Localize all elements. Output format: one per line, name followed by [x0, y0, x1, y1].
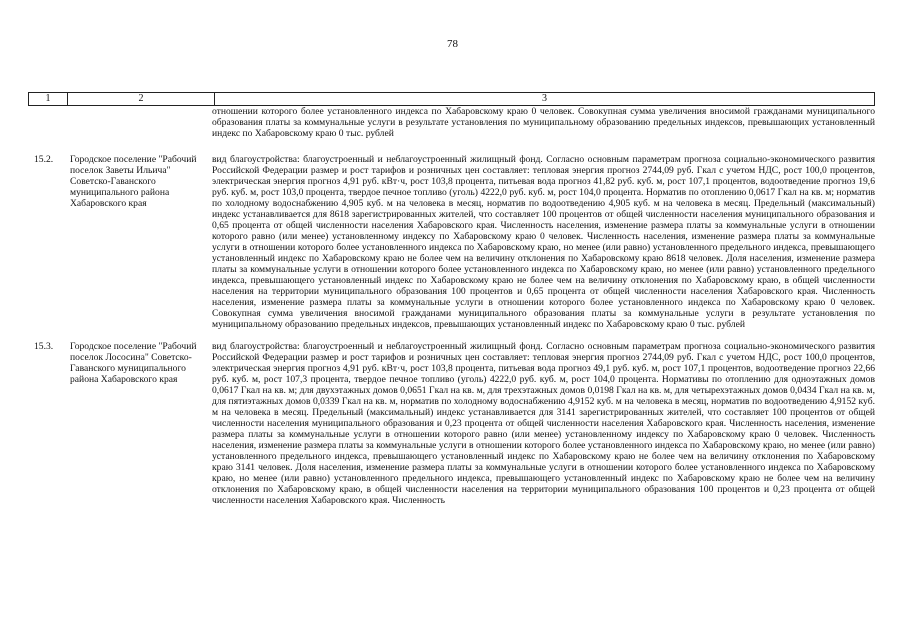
- row-number: 15.2.: [34, 154, 54, 165]
- continuation-text: отношении которого более установленного индекса по Хабаровскому краю 0 человек. Совокупная сумма увеличения вносимой гражданами муниципального образования платы за коммунальные услуги в результате установления по муниципальному образованию предельных индексов, превышающих установленный индекс по Хабаровскому краю 0 тыс. рублей: [212, 106, 875, 139]
- column-header-table: [28, 92, 875, 106]
- column-header-3: 3: [215, 93, 875, 106]
- municipality-name: Городское поселение "Рабочий поселок Лососина" Советско-Гаванского муниципального района Хабаровского края: [70, 341, 197, 385]
- row-description: вид благоустройства: благоустроенный и неблагоустроенный жилищный фонд. Согласно основным параметрам прогноза социально-экономического развития Российской Федерации размер и рост тарифов и розничных цен составляет: тепловая энергия прогноз 2744,09 руб. Гкал с учетом НДС, рост 100,0 процентов, электрическая энергия прогноз 4,91 руб. кВт·ч, рост 103,8 процента, питьевая вода прогноз 41,82 руб. куб. м, рост 107,1 процентов, водоотведение прогноз 19,6 руб. куб. м, рост 103,0 процента, твердое печное топливо (уголь) 4222,0 руб. куб. м, рост 104,0 процента. Норматив по отоплению 0,0617 Гкал на кв. м; норматив по холодному водоснабжению 4,905 куб. м на человека в месяц, норматив по водоотведению 4,905 куб. м на человека в месяц. Предельный (максимальный) индекс устанавливается для 8618 зарегистрированных жителей, что составляет 100 процентов от общей численности населения муниципального образования и 0,65 процента от общей численности населения Хабаровского края. Численность населения, изменение размера платы за коммунальные услуги в отношении которого равно (или менее) установленному индексу по Хабаровскому краю 0 человек. Численность населения, изменение размера платы за коммунальные услуги в отношении которого более установленного индекса по Хабаровскому краю, но менее (или равно) установленного предельного индекса, превышающего установленный индекс по Хабаровскому краю не более чем на величину отклонения по Хабаровскому краю 8618 человек. Доля населения, изменение размера платы за коммунальные услуги в отношении которого более установленного индекса по Хабаровскому краю, но менее (или равно) установленного предельного индекса, превышающего установленный индекс по Хабаровскому краю не более чем на величину отклонения по Хабаровскому краю, в общей численности населения на территории муниципального образования 100 процентов и 0,65 процента от общей численности населения Хабаровского края. Численность населения, изменение размера платы за коммунальные услуги в отношении которого более установленного индекса по Хабаровскому краю 0 человек. Совокупная сумма увеличения вносимой гражданами муниципального образования платы за коммунальные услуги в результате установления по муниципальному образованию предельных индексов, превышающих установленный индекс по Хабаровскому краю 0 тыс. рублей: [212, 154, 875, 330]
- municipality-name: Городское поселение "Рабочий поселок Заветы Ильича" Советско-Гаванского муниципального района Хабаровского края: [70, 154, 197, 209]
- table-body: [28, 106, 875, 506]
- column-header-row: [29, 93, 875, 106]
- table-row: [28, 341, 875, 506]
- table-row: [28, 154, 875, 330]
- row-description: вид благоустройства: благоустроенный и неблагоустроенный жилищный фонд. Согласно основным параметрам прогноза социально-экономического развития Российской Федерации размер и рост тарифов и розничных цен составляет: тепловая энергия прогноз 2744,09 руб. Гкал с учетом НДС, рост 100,0 процентов, электрическая энергия прогноз 4,91 руб. кВт·ч, рост 103,8 процента, питьевая вода прогноз 49,1 руб. куб. м, рост 107,1 процентов, водоотведение прогноз 22,66 руб. куб. м, рост 107,3 процента, твердое печное топливо (уголь) 4222,0 руб. куб. м, рост 104,0 процента. Нормативы по отоплению для одноэтажных домов 0,0617 Гкал на кв. м; для двухэтажных домов 0,0651 Гкал на кв. м, для трехэтажных домов 0,0198 Гкал на кв. м, для четырехэтажных домов 0,0434 Гкал на кв. м, для пятиэтажных домов 0,0339 Гкал на кв. м, норматив по холодному водоснабжению 4,9152 куб. м на человека в месяц, норматив по водоотведению 4,9152 куб. м на человека в месяц. Предельный (максимальный) индекс устанавливается для 3141 зарегистрированных жителей, что составляет 100 процентов от общей численности населения муниципального образования и 0,23 процента от общей численности населения Хабаровского края. Численность населения, изменение размера платы за коммунальные услуги в отношении которого равно (или менее) установленному индексу по Хабаровскому краю 0 человек. Численность населения, изменение размера платы за коммунальные услуги в отношении которого более установленного индекса по Хабаровскому краю, но менее (или равно) установленного предельного индекса, превышающего установленный индекс по Хабаровскому краю не более чем на величину отклонения по Хабаровскому краю 3141 человек. Доля населения, изменение размера платы за коммунальные услуги в отношении которого более установленного индекса по Хабаровскому краю, но менее (или равно) установленного предельного индекса, превышающего установленный индекс по Хабаровскому краю не более чем на величину отклонения по Хабаровскому краю, в общей численности населения на территории муниципального образования 100 процентов и 0,23 процента от общей численности населения Хабаровского края. Численность: [212, 341, 875, 506]
- row-number: 15.3.: [34, 341, 54, 352]
- continuation-row: [28, 106, 875, 139]
- page-number: 78: [447, 38, 458, 50]
- column-header-1: 1: [29, 93, 68, 106]
- column-header-2: 2: [68, 93, 215, 106]
